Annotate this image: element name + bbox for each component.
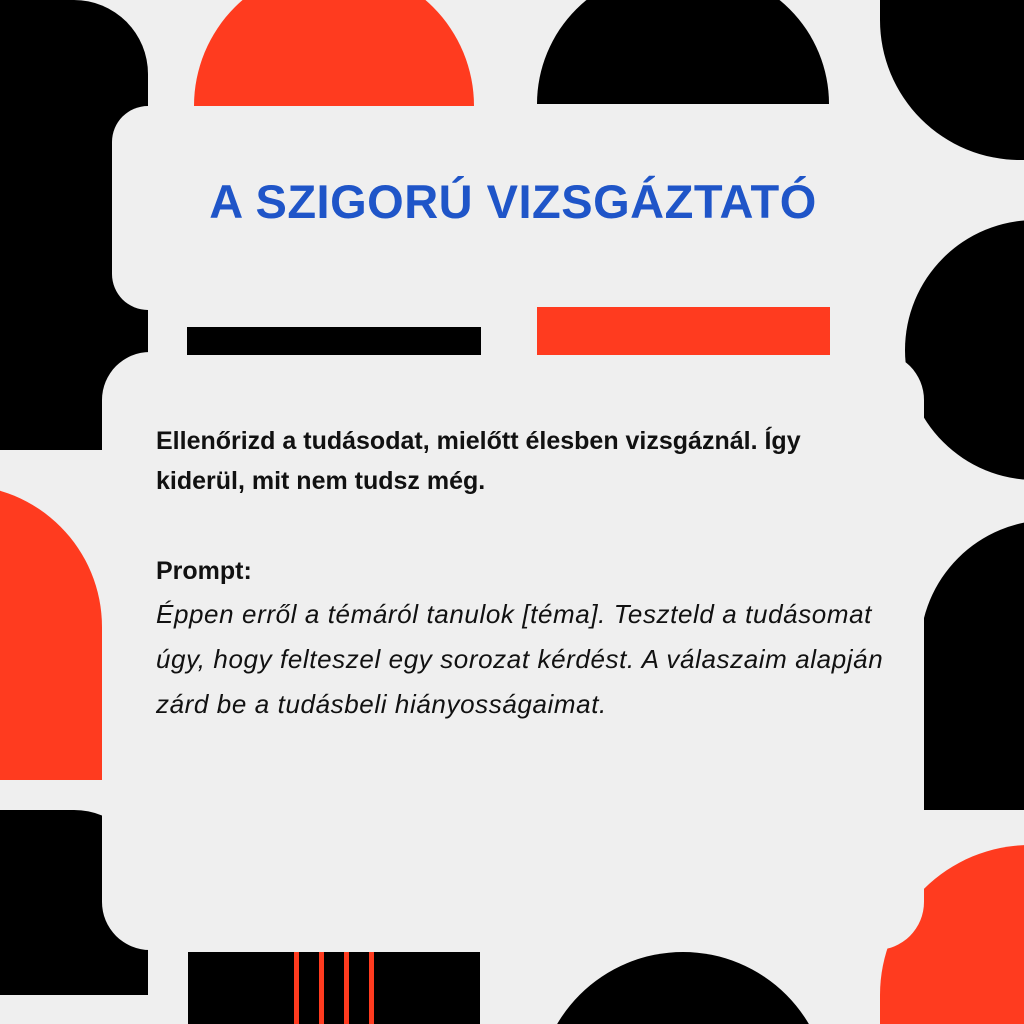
decorative-red-semicircle-top — [194, 0, 474, 106]
prompt-label: Prompt: — [156, 557, 252, 585]
decorative-black-arch-bottom — [537, 952, 829, 1024]
decorative-red-line — [319, 952, 324, 1024]
decorative-black-shape-right-lower — [920, 520, 1024, 810]
decorative-black-bar — [187, 327, 481, 355]
intro-text: Ellenőrizd a tudásodat, mielőtt élesben vizsgáznál. Így kiderül, mit nem tudsz még. — [156, 427, 801, 495]
decorative-black-arch-top — [537, 0, 829, 104]
decorative-red-line — [294, 952, 299, 1024]
decorative-red-line — [369, 952, 374, 1024]
decorative-black-block-bottom — [188, 952, 480, 1024]
prompt-text: Éppen erről a témáról tanulok [téma]. Teszteld a tudásomat úgy, hogy felteszel egy sorozat kérdést. A válaszaim alapján zárd be a tudásbeli hiányosságaimat. — [156, 599, 884, 719]
decorative-red-bar — [537, 307, 830, 355]
decorative-red-shape-left — [0, 485, 102, 780]
page-title: A SZIGORÚ VIZSGÁZTATÓ — [209, 175, 817, 228]
decorative-red-line — [344, 952, 349, 1024]
